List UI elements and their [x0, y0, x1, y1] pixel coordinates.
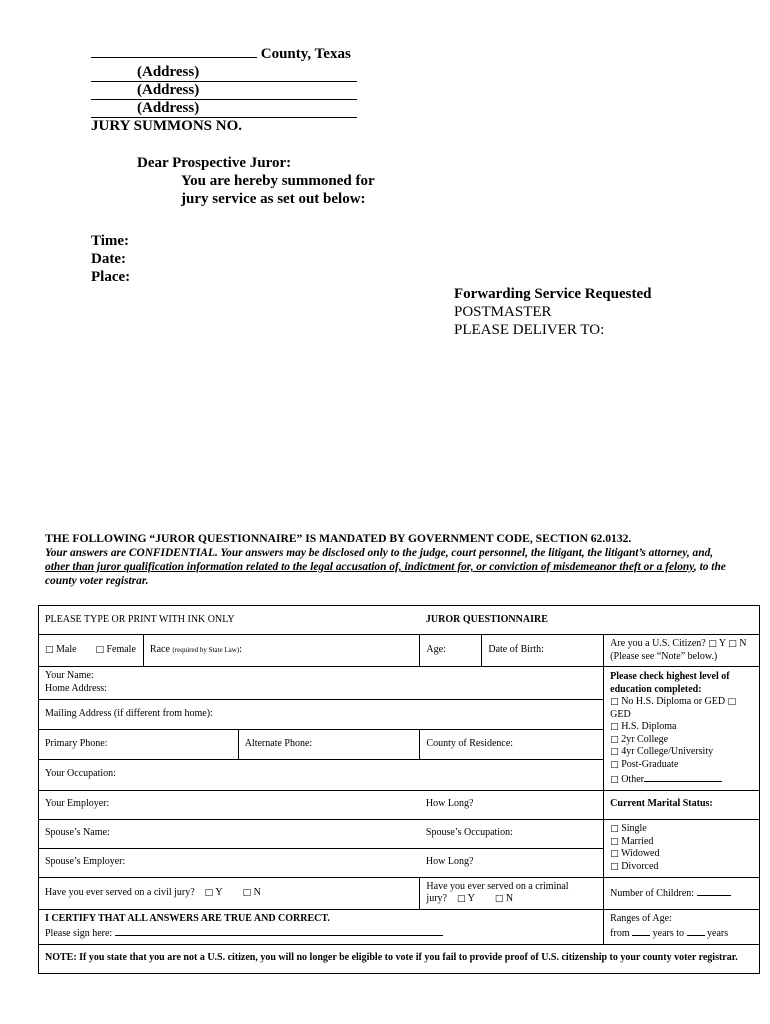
juror-questionnaire: [38, 605, 760, 974]
marital-married[interactable]: □ Married: [610, 835, 654, 847]
female-option[interactable]: □ Female: [89, 635, 143, 667]
greeting-line-2: jury service as set out below:: [181, 191, 366, 207]
address-line-2[interactable]: (Address): [91, 81, 357, 100]
age-field[interactable]: Age:: [420, 635, 482, 667]
marital-divorced[interactable]: □ Divorced: [610, 860, 659, 872]
age-ranges-field[interactable]: Ranges of Age: from years to years: [604, 909, 760, 944]
male-option[interactable]: □ Male: [39, 635, 90, 667]
citizenship-note: NOTE: If you state that you are not a U.S. citizen, you will no longer be eligible to vote if you fail to provide proof of U.S. citizenship to your county voter registrar.: [39, 944, 760, 973]
employer-field[interactable]: Your Employer:: [39, 790, 420, 819]
spouse-name-field[interactable]: Spouse’s Name:: [39, 819, 420, 848]
spouse-occupation-field[interactable]: Spouse’s Occupation:: [420, 819, 604, 848]
criminal-jury-field[interactable]: Have you ever served on a criminal jury? □ Y □ N: [420, 877, 604, 909]
primary-phone-field[interactable]: Primary Phone:: [39, 729, 239, 759]
education-field: [604, 667, 760, 791]
edu-option-4yr[interactable]: □ 4yr College/University: [610, 746, 714, 757]
mandate-notice: [45, 532, 735, 588]
dob-field[interactable]: Date of Birth:: [482, 635, 604, 667]
mailing-address-field[interactable]: Mailing Address (if different from home):: [39, 699, 604, 729]
edu-option-hs[interactable]: □ H.S. Diploma: [610, 721, 677, 732]
summons-header: [91, 45, 357, 135]
civil-jury-field[interactable]: Have you ever served on a civil jury? □ Y □ N: [39, 877, 420, 909]
county-residence-field[interactable]: County of Residence:: [420, 729, 604, 759]
county-blank[interactable]: [91, 57, 257, 58]
time-label: Time:: [91, 233, 130, 249]
postmaster-label: POSTMASTER: [454, 304, 552, 320]
greeting-line-1: You are hereby summoned for: [181, 173, 375, 189]
occupation-field[interactable]: Your Occupation:: [39, 759, 604, 790]
marital-options: [604, 819, 760, 877]
forwarding-block: [454, 285, 651, 339]
schedule: [91, 232, 130, 286]
ink-instruction: PLEASE TYPE OR PRINT WITH INK ONLY: [39, 606, 420, 635]
address-line-3[interactable]: (Address): [91, 99, 357, 118]
spouse-how-long-field[interactable]: How Long?: [420, 848, 604, 877]
date-label: Date:: [91, 251, 126, 267]
address-line-1[interactable]: (Address): [91, 63, 357, 82]
marital-widowed[interactable]: □ Widowed: [610, 848, 660, 859]
summons-number: JURY SUMMONS NO.: [91, 118, 242, 134]
salutation: Dear Prospective Juror:: [137, 155, 292, 171]
edu-option-other[interactable]: □ Other: [610, 771, 753, 787]
confidentiality-text: Your answers are CONFIDENTIAL. Your answers may be disclosed only to the judge, court personnel, the litigant, the litigant’s attorney, and, other than juror qualification information related to the legal accusation of, indictment for, or conviction of misdemeanor theft or a felony, to the county voter registrar.: [45, 547, 726, 587]
edu-option-none[interactable]: □ No H.S. Diploma or GED □ GED: [610, 696, 737, 720]
certify-field[interactable]: I CERTIFY THAT ALL ANSWERS ARE TRUE AND CORRECT. Please sign here:: [39, 909, 604, 944]
name-address-field[interactable]: Your Name: Home Address:: [39, 667, 604, 700]
education-title: Please check highest level of education completed:: [610, 671, 730, 695]
deliver-label: PLEASE DELIVER TO:: [454, 322, 605, 338]
edu-option-post[interactable]: □ Post-Graduate: [610, 758, 679, 770]
place-label: Place:: [91, 269, 131, 285]
greeting: [137, 154, 375, 208]
children-field[interactable]: Number of Children:: [604, 877, 760, 909]
race-field[interactable]: Race (required by State Law):: [143, 635, 420, 667]
citizen-field[interactable]: Are you a U.S. Citizen? □ Y □ N (Please see “Note” below.): [604, 635, 760, 667]
marital-title: Current Marital Status:: [604, 790, 760, 819]
forwarding-title: Forwarding Service Requested: [454, 286, 652, 302]
edu-option-2yr[interactable]: □ 2yr College: [610, 733, 669, 745]
how-long-field[interactable]: How Long?: [420, 790, 604, 819]
county-label: County, Texas: [260, 46, 351, 62]
marital-single[interactable]: □ Single: [610, 823, 647, 834]
mandate-title: THE FOLLOWING “JUROR QUESTIONNAIRE” IS MANDATED BY GOVERNMENT CODE, SECTION 62.0132.: [45, 532, 632, 545]
spouse-employer-field[interactable]: Spouse’s Employer:: [39, 848, 420, 877]
questionnaire-title: JUROR QUESTIONNAIRE: [420, 606, 760, 635]
alternate-phone-field[interactable]: Alternate Phone:: [238, 729, 420, 759]
